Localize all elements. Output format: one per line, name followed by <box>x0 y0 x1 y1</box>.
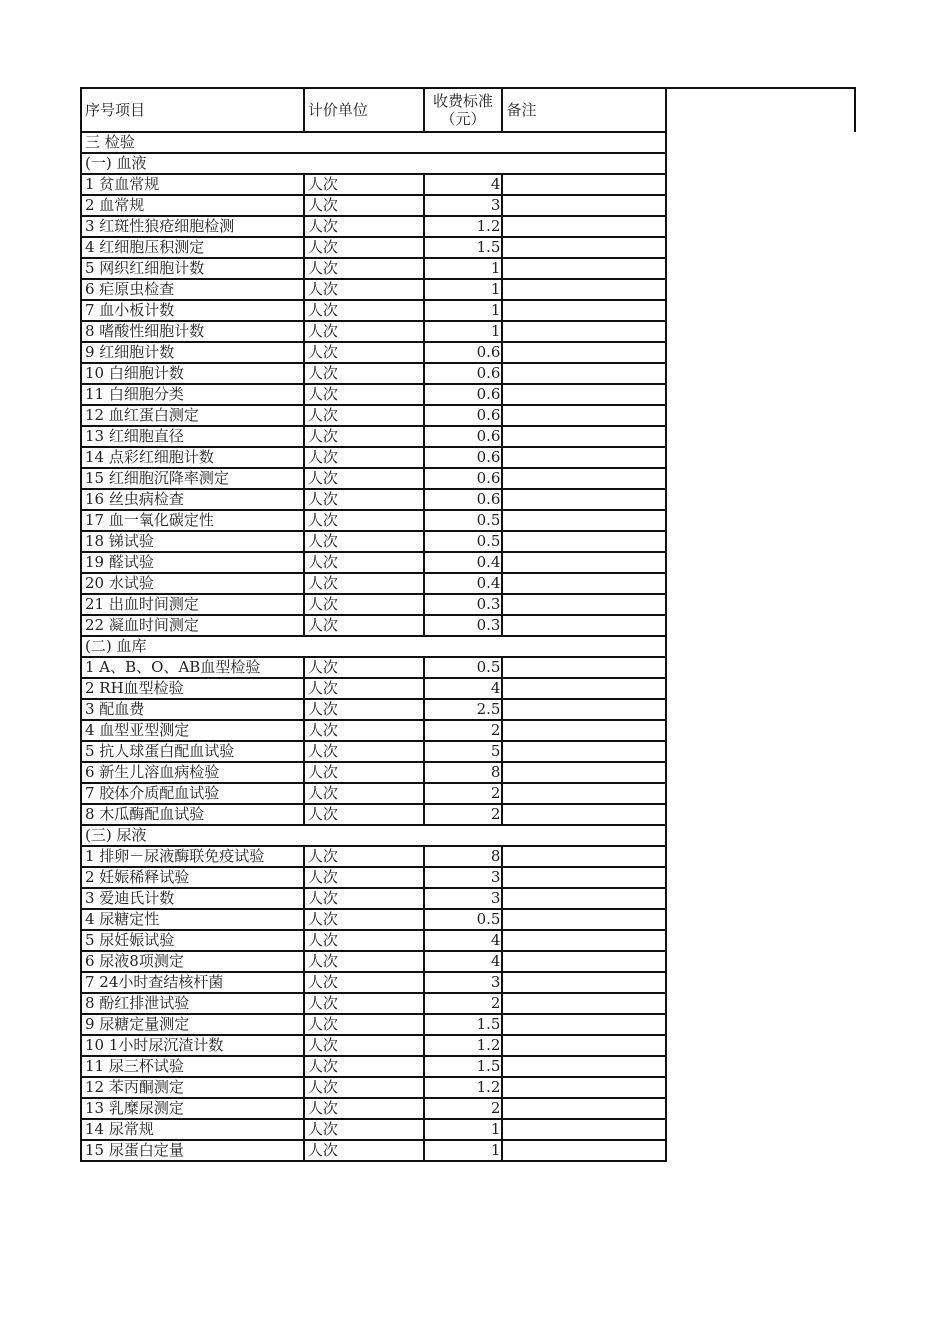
table-row <box>81 510 855 531</box>
table-row <box>81 174 855 195</box>
unit-cell: 人次 <box>304 678 424 699</box>
note-cell <box>502 678 665 699</box>
item-name-cell: 16 丝虫病检查 <box>81 489 304 510</box>
note-cell <box>502 1077 665 1098</box>
item-name-cell: 8 木瓜酶配血试验 <box>81 804 304 825</box>
table-row <box>81 615 855 636</box>
blank-cell <box>666 972 855 993</box>
table-row <box>81 1140 855 1161</box>
price-cell: 1 <box>424 258 503 279</box>
price-cell: 3 <box>424 867 503 888</box>
header-extra-cell <box>666 88 855 132</box>
unit-cell: 人次 <box>304 405 424 426</box>
table-row <box>81 951 855 972</box>
blank-cell <box>666 531 855 552</box>
table-row <box>81 300 855 321</box>
note-cell <box>502 468 665 489</box>
blank-cell <box>666 153 855 174</box>
table-row <box>81 258 855 279</box>
note-cell <box>502 552 665 573</box>
item-name-cell: 3 爱迪氏计数 <box>81 888 304 909</box>
unit-cell: 人次 <box>304 342 424 363</box>
unit-cell: 人次 <box>304 888 424 909</box>
blank-cell <box>666 867 855 888</box>
blank-cell <box>666 573 855 594</box>
item-name-cell: 11 白细胞分类 <box>81 384 304 405</box>
unit-cell: 人次 <box>304 741 424 762</box>
price-cell: 1 <box>424 300 503 321</box>
price-cell: 0.3 <box>424 594 503 615</box>
blank-cell <box>666 300 855 321</box>
header-row <box>81 88 855 132</box>
item-name-cell: 6 新生儿溶血病检验 <box>81 762 304 783</box>
table-row <box>81 384 855 405</box>
price-cell: 1.2 <box>424 216 503 237</box>
table-row <box>81 804 855 825</box>
price-cell: 3 <box>424 195 503 216</box>
item-name-cell: 15 红细胞沉降率测定 <box>81 468 304 489</box>
unit-cell: 人次 <box>304 1140 424 1161</box>
price-cell: 0.6 <box>424 342 503 363</box>
price-cell: 0.5 <box>424 531 503 552</box>
table-row <box>81 405 855 426</box>
unit-cell: 人次 <box>304 216 424 237</box>
price-cell: 4 <box>424 930 503 951</box>
note-cell <box>502 720 665 741</box>
table-row <box>81 1119 855 1140</box>
table-row <box>81 1098 855 1119</box>
unit-cell: 人次 <box>304 804 424 825</box>
price-cell: 5 <box>424 741 503 762</box>
table-row <box>81 657 855 678</box>
blank-cell <box>666 1014 855 1035</box>
item-name-cell: 11 尿三杯试验 <box>81 1056 304 1077</box>
table-row <box>81 531 855 552</box>
unit-cell: 人次 <box>304 1077 424 1098</box>
price-cell: 2 <box>424 783 503 804</box>
unit-cell: 人次 <box>304 1014 424 1035</box>
note-cell <box>502 405 665 426</box>
unit-cell: 人次 <box>304 972 424 993</box>
item-name-cell: 13 乳糜尿测定 <box>81 1098 304 1119</box>
unit-cell: 人次 <box>304 510 424 531</box>
price-cell: 8 <box>424 846 503 867</box>
unit-cell: 人次 <box>304 993 424 1014</box>
unit-cell: 人次 <box>304 846 424 867</box>
blank-cell <box>666 930 855 951</box>
table-row <box>81 1035 855 1056</box>
blank-cell <box>666 510 855 531</box>
price-cell: 4 <box>424 174 503 195</box>
price-cell: 8 <box>424 762 503 783</box>
table-row <box>81 363 855 384</box>
blank-cell <box>666 195 855 216</box>
blank-cell <box>666 615 855 636</box>
blank-cell <box>666 1098 855 1119</box>
note-cell <box>502 258 665 279</box>
blank-cell <box>666 1077 855 1098</box>
item-name-cell: 20 水试验 <box>81 573 304 594</box>
section-row <box>81 825 855 846</box>
unit-cell: 人次 <box>304 174 424 195</box>
note-cell <box>502 573 665 594</box>
unit-cell: 人次 <box>304 951 424 972</box>
unit-cell: 人次 <box>304 300 424 321</box>
unit-cell: 人次 <box>304 258 424 279</box>
blank-cell <box>666 762 855 783</box>
item-name-cell: 10 1小时尿沉渣计数 <box>81 1035 304 1056</box>
note-cell <box>502 1119 665 1140</box>
section-row <box>81 153 855 174</box>
blank-cell <box>666 132 855 153</box>
note-cell <box>502 846 665 867</box>
item-name-cell: 12 血红蛋白测定 <box>81 405 304 426</box>
blank-cell <box>666 804 855 825</box>
unit-cell: 人次 <box>304 1119 424 1140</box>
unit-cell: 人次 <box>304 195 424 216</box>
price-cell: 1 <box>424 1140 503 1161</box>
item-name-cell: 7 胶体介质配血试验 <box>81 783 304 804</box>
table-row <box>81 573 855 594</box>
table-row <box>81 972 855 993</box>
unit-cell: 人次 <box>304 783 424 804</box>
note-cell <box>502 279 665 300</box>
item-name-cell: 1 贫血常规 <box>81 174 304 195</box>
unit-cell: 人次 <box>304 552 424 573</box>
section-row <box>81 132 855 153</box>
unit-cell: 人次 <box>304 384 424 405</box>
note-cell <box>502 342 665 363</box>
blank-cell <box>666 993 855 1014</box>
unit-cell: 人次 <box>304 615 424 636</box>
price-cell: 0.5 <box>424 657 503 678</box>
section-row <box>81 636 855 657</box>
unit-cell: 人次 <box>304 447 424 468</box>
blank-cell <box>666 825 855 846</box>
item-name-cell: 2 RH血型检验 <box>81 678 304 699</box>
note-cell <box>502 972 665 993</box>
price-cell: 2.5 <box>424 699 503 720</box>
unit-cell: 人次 <box>304 237 424 258</box>
blank-cell <box>666 636 855 657</box>
item-name-cell: 5 尿妊娠试验 <box>81 930 304 951</box>
unit-cell: 人次 <box>304 363 424 384</box>
table-row <box>81 468 855 489</box>
note-cell <box>502 216 665 237</box>
item-name-cell: 5 抗人球蛋白配血试验 <box>81 741 304 762</box>
blank-cell <box>666 720 855 741</box>
item-name-cell: 3 配血费 <box>81 699 304 720</box>
blank-cell <box>666 489 855 510</box>
item-name-cell: 22 凝血时间测定 <box>81 615 304 636</box>
unit-cell: 人次 <box>304 1056 424 1077</box>
table-row <box>81 762 855 783</box>
unit-cell: 人次 <box>304 867 424 888</box>
table-row <box>81 1014 855 1035</box>
item-name-cell: 8 嗜酸性细胞计数 <box>81 321 304 342</box>
blank-cell <box>666 552 855 573</box>
unit-cell: 人次 <box>304 489 424 510</box>
item-name-cell: 14 尿常规 <box>81 1119 304 1140</box>
price-cell: 0.6 <box>424 468 503 489</box>
price-cell: 1.2 <box>424 1077 503 1098</box>
note-cell <box>502 1140 665 1161</box>
table-row <box>81 195 855 216</box>
table-row <box>81 699 855 720</box>
table-row <box>81 594 855 615</box>
section-title: (一) 血液 <box>81 153 666 174</box>
note-cell <box>502 237 665 258</box>
blank-cell <box>666 1035 855 1056</box>
note-cell <box>502 174 665 195</box>
item-name-cell: 9 尿糖定量测定 <box>81 1014 304 1035</box>
note-cell <box>502 510 665 531</box>
blank-cell <box>666 447 855 468</box>
note-cell <box>502 531 665 552</box>
item-name-cell: 10 白细胞计数 <box>81 363 304 384</box>
header-price-line2: （元） <box>440 110 486 128</box>
price-cell: 2 <box>424 804 503 825</box>
blank-cell <box>666 909 855 930</box>
price-cell: 3 <box>424 888 503 909</box>
price-cell: 2 <box>424 993 503 1014</box>
blank-cell <box>666 888 855 909</box>
note-cell <box>502 300 665 321</box>
item-name-cell: 17 血一氧化碳定性 <box>81 510 304 531</box>
price-cell: 2 <box>424 1098 503 1119</box>
price-cell: 0.6 <box>424 426 503 447</box>
item-name-cell: 19 醛试验 <box>81 552 304 573</box>
note-cell <box>502 930 665 951</box>
note-cell <box>502 657 665 678</box>
price-cell: 0.6 <box>424 447 503 468</box>
blank-cell <box>666 279 855 300</box>
table-row <box>81 783 855 804</box>
item-name-cell: 15 尿蛋白定量 <box>81 1140 304 1161</box>
price-cell: 1.5 <box>424 237 503 258</box>
item-name-cell: 6 疟原虫检查 <box>81 279 304 300</box>
table-row <box>81 888 855 909</box>
note-cell <box>502 867 665 888</box>
note-cell <box>502 384 665 405</box>
note-cell <box>502 762 665 783</box>
note-cell <box>502 699 665 720</box>
table-row <box>81 846 855 867</box>
unit-cell: 人次 <box>304 1035 424 1056</box>
blank-cell <box>666 237 855 258</box>
unit-cell: 人次 <box>304 930 424 951</box>
price-cell: 1 <box>424 1119 503 1140</box>
header-note: 备注 <box>502 88 665 132</box>
price-cell: 4 <box>424 951 503 972</box>
header-price-line1: 收费标准 <box>432 92 493 110</box>
blank-cell <box>666 699 855 720</box>
price-cell: 0.5 <box>424 510 503 531</box>
item-name-cell: 9 红细胞计数 <box>81 342 304 363</box>
fee-schedule-sheet <box>80 87 856 1162</box>
table-row <box>81 447 855 468</box>
item-name-cell: 1 排卵－尿液酶联免疫试验 <box>81 846 304 867</box>
note-cell <box>502 951 665 972</box>
item-name-cell: 4 血型亚型测定 <box>81 720 304 741</box>
table-row <box>81 1077 855 1098</box>
note-cell <box>502 888 665 909</box>
item-name-cell: 14 点彩红细胞计数 <box>81 447 304 468</box>
price-cell: 4 <box>424 678 503 699</box>
section-title: (二) 血库 <box>81 636 666 657</box>
blank-cell <box>666 321 855 342</box>
note-cell <box>502 321 665 342</box>
blank-cell <box>666 783 855 804</box>
price-cell: 1.2 <box>424 1035 503 1056</box>
blank-cell <box>666 405 855 426</box>
note-cell <box>502 426 665 447</box>
blank-cell <box>666 468 855 489</box>
price-cell: 0.5 <box>424 909 503 930</box>
note-cell <box>502 363 665 384</box>
unit-cell: 人次 <box>304 720 424 741</box>
item-name-cell: 3 红斑性狼疮细胞检测 <box>81 216 304 237</box>
table-row <box>81 342 855 363</box>
table-row <box>81 741 855 762</box>
item-name-cell: 2 血常规 <box>81 195 304 216</box>
item-name-cell: 21 出血时间测定 <box>81 594 304 615</box>
table-row <box>81 1056 855 1077</box>
item-name-cell: 12 苯丙酮测定 <box>81 1077 304 1098</box>
table-row <box>81 426 855 447</box>
blank-cell <box>666 1056 855 1077</box>
item-name-cell: 6 尿液8项测定 <box>81 951 304 972</box>
section-title: (三) 尿液 <box>81 825 666 846</box>
table-row <box>81 552 855 573</box>
blank-cell <box>666 426 855 447</box>
unit-cell: 人次 <box>304 657 424 678</box>
table-row <box>81 867 855 888</box>
blank-cell <box>666 258 855 279</box>
note-cell <box>502 1035 665 1056</box>
table-row <box>81 321 855 342</box>
blank-cell <box>666 384 855 405</box>
item-name-cell: 4 尿糖定性 <box>81 909 304 930</box>
blank-cell <box>666 741 855 762</box>
unit-cell: 人次 <box>304 1098 424 1119</box>
blank-cell <box>666 174 855 195</box>
item-name-cell: 5 网织红细胞计数 <box>81 258 304 279</box>
item-name-cell: 18 锑试验 <box>81 531 304 552</box>
item-name-cell: 7 血小板计数 <box>81 300 304 321</box>
table-row <box>81 489 855 510</box>
fee-table <box>80 87 856 1162</box>
blank-cell <box>666 951 855 972</box>
price-cell: 0.6 <box>424 363 503 384</box>
section-title: 三 检验 <box>81 132 666 153</box>
note-cell <box>502 993 665 1014</box>
price-cell: 0.4 <box>424 552 503 573</box>
blank-cell <box>666 657 855 678</box>
price-cell: 0.6 <box>424 384 503 405</box>
price-cell: 3 <box>424 972 503 993</box>
unit-cell: 人次 <box>304 468 424 489</box>
table-row <box>81 216 855 237</box>
item-name-cell: 2 妊娠稀释试验 <box>81 867 304 888</box>
note-cell <box>502 804 665 825</box>
price-cell: 1 <box>424 279 503 300</box>
blank-cell <box>666 678 855 699</box>
table-row <box>81 720 855 741</box>
note-cell <box>502 1014 665 1035</box>
header-unit: 计价单位 <box>304 88 424 132</box>
unit-cell: 人次 <box>304 426 424 447</box>
item-name-cell: 13 红细胞直径 <box>81 426 304 447</box>
unit-cell: 人次 <box>304 573 424 594</box>
item-name-cell: 4 红细胞压积测定 <box>81 237 304 258</box>
table-row <box>81 909 855 930</box>
unit-cell: 人次 <box>304 279 424 300</box>
table-row <box>81 678 855 699</box>
header-item: 序号项目 <box>81 88 304 132</box>
table-row <box>81 930 855 951</box>
price-cell: 1.5 <box>424 1014 503 1035</box>
note-cell <box>502 489 665 510</box>
unit-cell: 人次 <box>304 762 424 783</box>
note-cell <box>502 594 665 615</box>
note-cell <box>502 615 665 636</box>
blank-cell <box>666 594 855 615</box>
price-cell: 2 <box>424 720 503 741</box>
note-cell <box>502 1098 665 1119</box>
price-cell: 1 <box>424 321 503 342</box>
blank-cell <box>666 1119 855 1140</box>
blank-cell <box>666 846 855 867</box>
blank-cell <box>666 363 855 384</box>
table-row <box>81 279 855 300</box>
note-cell <box>502 447 665 468</box>
price-cell: 0.6 <box>424 405 503 426</box>
price-cell: 0.4 <box>424 573 503 594</box>
blank-cell <box>666 1140 855 1161</box>
table-row <box>81 993 855 1014</box>
unit-cell: 人次 <box>304 531 424 552</box>
note-cell <box>502 741 665 762</box>
blank-cell <box>666 342 855 363</box>
note-cell <box>502 909 665 930</box>
price-cell: 1.5 <box>424 1056 503 1077</box>
item-name-cell: 7 24小时查结核杆菌 <box>81 972 304 993</box>
price-cell: 0.3 <box>424 615 503 636</box>
note-cell <box>502 195 665 216</box>
unit-cell: 人次 <box>304 594 424 615</box>
unit-cell: 人次 <box>304 321 424 342</box>
unit-cell: 人次 <box>304 909 424 930</box>
header-price <box>424 88 503 132</box>
note-cell <box>502 1056 665 1077</box>
item-name-cell: 1 A、B、O、AB血型检验 <box>81 657 304 678</box>
unit-cell: 人次 <box>304 699 424 720</box>
table-row <box>81 237 855 258</box>
price-cell: 0.6 <box>424 489 503 510</box>
item-name-cell: 8 酚红排泄试验 <box>81 993 304 1014</box>
blank-cell <box>666 216 855 237</box>
note-cell <box>502 783 665 804</box>
